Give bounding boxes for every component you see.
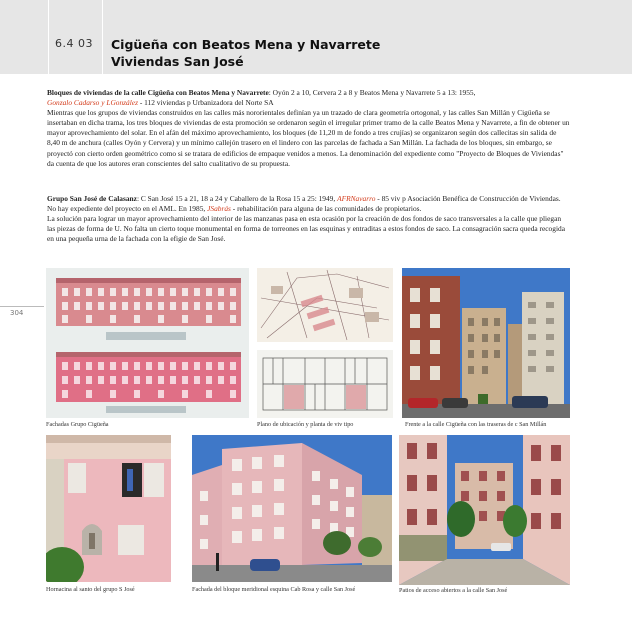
paragraph-meta: - rehabilitación para alguna de las comunidades de propietarios. [230,204,422,214]
caption-niche: Hornacina al santo del grupo S José [46,586,135,593]
paragraph-lead-rest: : Oyón 2 a 10, Cervera 2 a 8 y Beatos Mena y Navarrete 5 a 13: 1955, [268,88,476,97]
paragraph-lead-rest: : C San José 15 a 21, 18 a 24 y Caballero de la Rosa 15 a 25: 1949, [136,194,338,203]
paragraph-lead: Grupo San José de Calasanz [47,194,137,203]
caption-access-patios: Patios de acceso abiertos a la calle San José [399,587,508,594]
niche-photo [46,435,171,582]
paragraph-body: Mientras que los grupos de viviendas construidos en las calles más nororientales definían ya un trazado de clara geometría ortogonal, y las calles San Millán y Cigüeña se insertaban en dicha trama, los tres bloques de viviendas de esta promoción se ordenaron según el irregular primer tramo de la calle Beatos Mena y Navarrete, a fin de obtener un mayor aprovechamiento del solar. En el afán del máximo aprovechamiento, los bloques (de 11,20 m de fondo a tres crujías) se organizaron según dos callecitas sin salida de 8,40 m de anchura (calles Oyón y Cervera) y un mínimo callejón trasero en el lindero con las parcelas de fachada a San Millán. La fachada de los bloques, sin embargo, se proyectó con cierto orden geométrico como si se tratara de edificios de empaque venidos a menos. La denominación del expediente como "Proyecto de Bloques de Viviendas" da cuenta de que los autores eran conscientes del salto cualitativo de su propuesta. [47,108,570,168]
paragraph-meta: - 112 viviendas p Urbanizadora del Norte SA [137,98,274,108]
paragraph-body: La solución para lograr un mayor aprovechamiento del interior de las manzanas pasa en esta ocasión por la creación de dos fondos de saco transversales a la calle que pliegan las piezas de forma de U. No falta un cierto toque monumental en forma de torreones en las esquinas y entraditas a estos fondos de saco. La consagración sacra queda recogida en una pequeña urna de la fachada con la efigie de San José. [47,214,565,244]
paragraph-san-jose [47,194,570,244]
section-code: 6.4 03 [55,37,93,50]
header-divider [48,0,49,74]
caption-facades: Fachadas Grupo Cigüeña [46,421,109,428]
paragraph-cigüeña [47,88,570,169]
site-plan-image [257,268,393,342]
caption-plans: Plano de ubicación y planta de viv tipo [257,421,354,428]
page-number-rule [0,306,44,307]
paragraph-lead: Bloques de viviendas de la calle Cigüeña con Beatos Mena y Navarrete [47,88,269,97]
page-subtitle: Viviendas San José [111,54,244,69]
street-photo-ciguena [402,268,570,418]
header-divider [102,0,103,74]
access-patios-photo [399,435,570,585]
paragraph-meta: - 85 viv p Asociación Benéfica de Construcción de Viviendas. No hay expediente del proyecto en el AML. En 1985, [47,194,561,214]
caption-south-block: Fachada del bloque meridional esquina Cab Rosa y calle San José [192,586,356,593]
page-number: 304 [10,309,24,317]
floor-plan-image [257,350,393,418]
facade-drawing-image [46,268,249,418]
architect-name: JSabrás [207,204,231,214]
architect-name: AFRNavarro [337,194,376,203]
page-title: Cigüeña con Beatos Mena y Navarrete [111,37,381,52]
caption-street-ciguena: Frente a la calle Cigüeña con las traseras de c San Millán [405,421,547,428]
architect-name: Gonzalo Cadarso y LGonzález [47,98,138,108]
south-block-photo [192,435,392,582]
